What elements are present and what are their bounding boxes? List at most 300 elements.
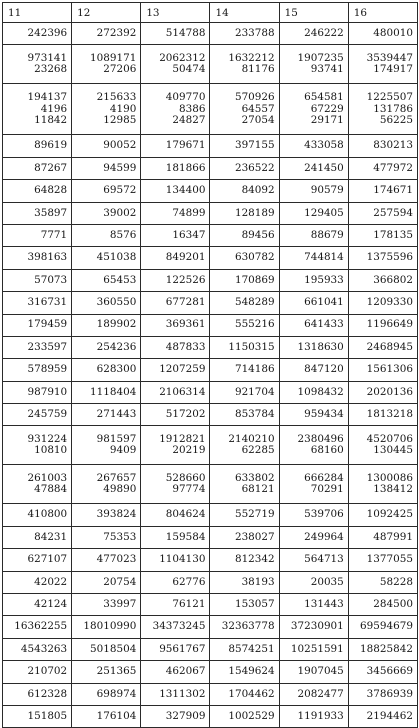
cell-value: 81176 <box>241 63 275 76</box>
cell-value: 451038 <box>96 251 137 264</box>
table-cell <box>348 549 417 571</box>
table-cell <box>279 661 348 683</box>
table-cell <box>279 247 348 269</box>
table-cell <box>3 465 72 504</box>
cell-value: 2062312 <box>159 51 206 64</box>
table-row <box>3 84 418 135</box>
cell-value: 69594679 <box>360 620 413 633</box>
table-cell <box>3 45 72 84</box>
table-cell <box>72 314 141 336</box>
table-cell <box>3 359 72 381</box>
cell-value: 18825842 <box>360 642 413 655</box>
table-cell <box>210 381 279 403</box>
table-cell <box>72 465 141 504</box>
table-cell <box>348 638 417 660</box>
cell-value: 804624 <box>165 508 206 521</box>
table-row <box>3 135 418 157</box>
table-cell <box>348 45 417 84</box>
table-cell <box>141 23 210 45</box>
cell-value: 1377055 <box>366 553 413 566</box>
cell-value: 70291 <box>310 483 344 496</box>
table-cell <box>279 135 348 157</box>
cell-value: 57073 <box>34 273 68 286</box>
cell-value: 3786939 <box>366 687 413 700</box>
table-cell <box>210 705 279 727</box>
cell-value: 1311302 <box>159 687 206 700</box>
table-cell <box>3 224 72 246</box>
table-cell <box>210 661 279 683</box>
cell-value: 62776 <box>172 575 206 588</box>
cell-value: 10810 <box>34 444 68 457</box>
table-cell <box>210 135 279 157</box>
table-cell <box>210 180 279 202</box>
table-cell <box>279 638 348 660</box>
cell-value: 398163 <box>27 251 68 264</box>
cell-value: 128189 <box>234 206 275 219</box>
cell-value: 35897 <box>34 206 68 219</box>
table-row <box>3 465 418 504</box>
table-cell <box>141 202 210 224</box>
cell-value: 94599 <box>103 161 137 174</box>
table-cell <box>210 202 279 224</box>
cell-value: 159584 <box>165 530 206 543</box>
cell-value: 641433 <box>304 318 344 331</box>
table-row <box>3 269 418 291</box>
cell-value: 369361 <box>165 318 206 331</box>
table-cell <box>279 616 348 638</box>
cell-value: 654581 <box>304 91 344 104</box>
cell-value: 129405 <box>304 206 344 219</box>
table-row <box>3 594 418 616</box>
cell-value: 257594 <box>373 206 413 219</box>
cell-value: 612328 <box>27 687 68 700</box>
cell-value: 830213 <box>373 139 413 152</box>
cell-value: 16362255 <box>14 620 68 633</box>
table-cell <box>348 404 417 426</box>
table-cell <box>3 426 72 465</box>
cell-value: 630782 <box>234 251 275 264</box>
cell-value: 1002529 <box>228 709 275 722</box>
table-cell <box>210 314 279 336</box>
cell-value: 34373245 <box>152 620 206 633</box>
cell-value: 4543263 <box>20 642 68 655</box>
cell-value: 245759 <box>27 408 68 421</box>
cell-value: 27054 <box>241 114 275 127</box>
cell-value: 47884 <box>34 483 68 496</box>
table-cell <box>72 504 141 526</box>
table-cell <box>279 465 348 504</box>
table-cell <box>3 683 72 705</box>
table-cell <box>279 314 348 336</box>
table-cell <box>348 526 417 548</box>
cell-value: 1207259 <box>159 363 206 376</box>
table-cell <box>279 336 348 358</box>
cell-value: 122526 <box>165 273 206 286</box>
cell-value: 49890 <box>103 483 137 496</box>
cell-value: 174917 <box>373 63 413 76</box>
cell-value: 267657 <box>96 471 137 484</box>
table-cell <box>348 202 417 224</box>
table-cell <box>279 426 348 465</box>
cell-value: 20754 <box>103 575 137 588</box>
table-row <box>3 314 418 336</box>
table-cell <box>210 549 279 571</box>
cell-value: 666284 <box>304 471 344 484</box>
table-cell <box>210 571 279 593</box>
cell-value: 514788 <box>165 26 206 39</box>
table-cell <box>3 135 72 157</box>
table-cell <box>210 404 279 426</box>
table-row <box>3 359 418 381</box>
cell-value: 38193 <box>241 575 275 588</box>
cell-value: 1150315 <box>228 340 275 353</box>
table-cell <box>279 359 348 381</box>
cell-value: 153057 <box>234 597 275 610</box>
cell-value: 62285 <box>241 444 275 457</box>
cell-value: 151805 <box>27 709 68 722</box>
cell-value: 487991 <box>373 530 413 543</box>
table-cell <box>141 381 210 403</box>
cell-value: 564713 <box>304 553 344 566</box>
table-cell <box>141 180 210 202</box>
column-header-16: 16 <box>348 3 417 23</box>
table-cell <box>3 616 72 638</box>
cell-value: 1375596 <box>366 251 413 264</box>
cell-value: 1225507 <box>366 91 413 104</box>
table-cell <box>72 359 141 381</box>
table-cell <box>279 526 348 548</box>
cell-value: 2082477 <box>297 687 344 700</box>
table-cell <box>348 269 417 291</box>
table-cell <box>141 426 210 465</box>
cell-value: 90052 <box>103 139 137 152</box>
table-cell <box>72 84 141 135</box>
cell-value: 2468945 <box>366 340 413 353</box>
cell-value: 661041 <box>304 296 344 309</box>
cell-value: 261003 <box>27 471 68 484</box>
cell-value: 131786 <box>373 102 413 115</box>
table-cell <box>141 84 210 135</box>
cell-value: 2194462 <box>366 709 413 722</box>
cell-value: 170869 <box>234 273 275 286</box>
table-cell <box>141 526 210 548</box>
cell-value: 251365 <box>96 665 137 678</box>
table-cell <box>3 336 72 358</box>
table-cell <box>3 23 72 45</box>
table-cell <box>3 292 72 314</box>
cell-value: 89619 <box>34 139 68 152</box>
cell-value: 233788 <box>234 26 275 39</box>
table-cell <box>141 638 210 660</box>
cell-value: 1098432 <box>297 385 344 398</box>
table-cell <box>279 202 348 224</box>
table-cell <box>3 638 72 660</box>
table-cell <box>279 404 348 426</box>
cell-value: 68160 <box>310 444 344 457</box>
cell-value: 238027 <box>234 530 275 543</box>
table-cell <box>348 594 417 616</box>
table-cell <box>141 549 210 571</box>
cell-value: 627107 <box>27 553 68 566</box>
table-cell <box>348 84 417 135</box>
table-cell <box>3 314 72 336</box>
cell-value: 539706 <box>304 508 344 521</box>
table-cell <box>348 661 417 683</box>
table-cell <box>72 23 141 45</box>
cell-value: 1318630 <box>297 340 344 353</box>
table-cell <box>279 84 348 135</box>
cell-value: 93741 <box>310 63 344 76</box>
table-cell <box>210 23 279 45</box>
table-cell <box>141 314 210 336</box>
cell-value: 1300086 <box>366 471 413 484</box>
cell-value: 16347 <box>172 228 206 241</box>
cell-value: 179459 <box>27 318 68 331</box>
table-cell <box>72 571 141 593</box>
table-cell <box>141 135 210 157</box>
cell-value: 3539447 <box>366 51 413 64</box>
cell-value: 20035 <box>310 575 344 588</box>
table-cell <box>72 157 141 179</box>
table-cell <box>210 426 279 465</box>
table-cell <box>279 594 348 616</box>
cell-value: 366802 <box>373 273 413 286</box>
table-cell <box>279 683 348 705</box>
table-cell <box>3 84 72 135</box>
cell-value: 2380496 <box>297 432 344 445</box>
cell-value: 1092425 <box>366 508 413 521</box>
table-cell <box>348 180 417 202</box>
table-row <box>3 683 418 705</box>
cell-value: 360550 <box>96 296 137 309</box>
table-cell <box>72 135 141 157</box>
cell-value: 327909 <box>165 709 206 722</box>
table-cell <box>3 526 72 548</box>
table-cell <box>3 381 72 403</box>
table-cell <box>3 549 72 571</box>
cell-value: 246222 <box>304 26 344 39</box>
cell-value: 178135 <box>373 228 413 241</box>
cell-value: 210702 <box>27 665 68 678</box>
table-row <box>3 661 418 683</box>
cell-value: 677281 <box>165 296 206 309</box>
table-row <box>3 571 418 593</box>
table-row <box>3 23 418 45</box>
table-cell <box>348 705 417 727</box>
table-row <box>3 202 418 224</box>
table-cell <box>279 504 348 526</box>
table-cell <box>72 705 141 727</box>
table-row <box>3 504 418 526</box>
table-row <box>3 404 418 426</box>
table-cell <box>279 224 348 246</box>
cell-value: 2106314 <box>159 385 206 398</box>
table-cell <box>210 683 279 705</box>
table-cell <box>72 526 141 548</box>
cell-value: 29171 <box>310 114 344 127</box>
cell-value: 254236 <box>96 340 137 353</box>
cell-value: 552719 <box>234 508 275 521</box>
cell-value: 189902 <box>96 318 137 331</box>
table-cell <box>72 426 141 465</box>
column-header-13: 13 <box>141 3 210 23</box>
table-cell <box>348 314 417 336</box>
cell-value: 179671 <box>165 139 206 152</box>
cell-value: 487833 <box>165 340 206 353</box>
table-cell <box>279 269 348 291</box>
table-cell <box>72 180 141 202</box>
cell-value: 2020136 <box>366 385 413 398</box>
table-cell <box>279 23 348 45</box>
table-cell <box>210 269 279 291</box>
cell-value: 714186 <box>234 363 275 376</box>
table-row <box>3 381 418 403</box>
column-header-11: 11 <box>3 3 72 23</box>
cell-value: 84092 <box>241 184 275 197</box>
cell-value: 744814 <box>304 251 344 264</box>
cell-value: 931224 <box>27 432 68 445</box>
table-cell <box>72 224 141 246</box>
cell-value: 1813218 <box>366 408 413 421</box>
cell-value: 33997 <box>103 597 137 610</box>
table-cell <box>3 594 72 616</box>
cell-value: 42124 <box>34 597 68 610</box>
cell-value: 1912821 <box>159 432 206 445</box>
table-cell <box>141 504 210 526</box>
table-cell <box>279 381 348 403</box>
cell-value: 138412 <box>373 483 413 496</box>
cell-value: 130445 <box>373 444 413 457</box>
table-cell <box>210 292 279 314</box>
table-cell <box>348 135 417 157</box>
table-cell <box>72 549 141 571</box>
table-row <box>3 638 418 660</box>
cell-value: 409770 <box>165 91 206 104</box>
cell-value: 249964 <box>304 530 344 543</box>
table-cell <box>141 465 210 504</box>
table-cell <box>141 157 210 179</box>
table-cell <box>141 594 210 616</box>
cell-value: 1907235 <box>297 51 344 64</box>
cell-value: 195933 <box>304 273 344 286</box>
table-cell <box>210 594 279 616</box>
table-row <box>3 549 418 571</box>
table-cell <box>141 359 210 381</box>
cell-value: 76121 <box>172 597 206 610</box>
table-cell <box>348 292 417 314</box>
table-cell <box>348 381 417 403</box>
table-cell <box>210 616 279 638</box>
cell-value: 242396 <box>27 26 68 39</box>
cell-value: 3456669 <box>366 665 413 678</box>
table-cell <box>72 638 141 660</box>
cell-value: 11842 <box>34 114 68 127</box>
cell-value: 9409 <box>109 444 137 457</box>
table-cell <box>72 594 141 616</box>
column-header-12: 12 <box>72 3 141 23</box>
table-cell <box>141 292 210 314</box>
cell-value: 8386 <box>179 102 206 115</box>
cell-value: 1209330 <box>366 296 413 309</box>
table-cell <box>210 84 279 135</box>
table-row <box>3 292 418 314</box>
cell-value: 548289 <box>234 296 275 309</box>
cell-value: 433058 <box>304 139 344 152</box>
cell-value: 10251591 <box>290 642 344 655</box>
table-cell <box>3 404 72 426</box>
cell-value: 37230901 <box>290 620 344 633</box>
cell-value: 88679 <box>310 228 344 241</box>
cell-value: 236522 <box>234 161 275 174</box>
cell-value: 42022 <box>34 575 68 588</box>
cell-value: 410800 <box>27 508 68 521</box>
cell-value: 1191933 <box>297 709 344 722</box>
table-row <box>3 157 418 179</box>
cell-value: 241450 <box>304 161 344 174</box>
cell-value: 628300 <box>96 363 137 376</box>
cell-value: 849201 <box>165 251 206 264</box>
cell-value: 528660 <box>165 471 206 484</box>
cell-value: 131443 <box>304 597 344 610</box>
cell-value: 68121 <box>241 483 275 496</box>
table-cell <box>210 638 279 660</box>
cell-value: 8576 <box>109 228 137 241</box>
cell-value: 215633 <box>96 91 137 104</box>
table-row <box>3 616 418 638</box>
table-cell <box>141 705 210 727</box>
cell-value: 5018504 <box>90 642 137 655</box>
table-cell <box>141 404 210 426</box>
cell-value: 69572 <box>103 184 137 197</box>
cell-value: 87267 <box>34 161 68 174</box>
cell-value: 921704 <box>234 385 275 398</box>
cell-value: 698974 <box>96 687 137 700</box>
cell-value: 67229 <box>310 102 344 115</box>
table-cell <box>72 381 141 403</box>
table-cell <box>72 404 141 426</box>
table-row <box>3 426 418 465</box>
cell-value: 12985 <box>103 114 137 127</box>
cell-value: 570926 <box>234 91 275 104</box>
cell-value: 480010 <box>373 26 413 39</box>
cell-value: 316731 <box>27 296 68 309</box>
table-row <box>3 224 418 246</box>
cell-value: 174671 <box>373 184 413 197</box>
cell-value: 134400 <box>165 184 206 197</box>
cell-value: 90579 <box>310 184 344 197</box>
table-cell <box>348 504 417 526</box>
cell-value: 578959 <box>27 363 68 376</box>
cell-value: 981597 <box>96 432 137 445</box>
table-cell <box>348 426 417 465</box>
cell-value: 233597 <box>27 340 68 353</box>
cell-value: 959434 <box>304 408 344 421</box>
cell-value: 2140210 <box>228 432 275 445</box>
cell-value: 20219 <box>172 444 206 457</box>
table-cell <box>279 180 348 202</box>
cell-value: 64828 <box>34 184 68 197</box>
cell-value: 477972 <box>373 161 413 174</box>
table-cell <box>141 224 210 246</box>
table-cell <box>210 526 279 548</box>
header-row <box>3 3 418 23</box>
table-cell <box>348 157 417 179</box>
table-row <box>3 705 418 727</box>
table-cell <box>348 336 417 358</box>
cell-value: 462067 <box>165 665 206 678</box>
cell-value: 4196 <box>40 102 68 115</box>
cell-value: 8574251 <box>228 642 275 655</box>
